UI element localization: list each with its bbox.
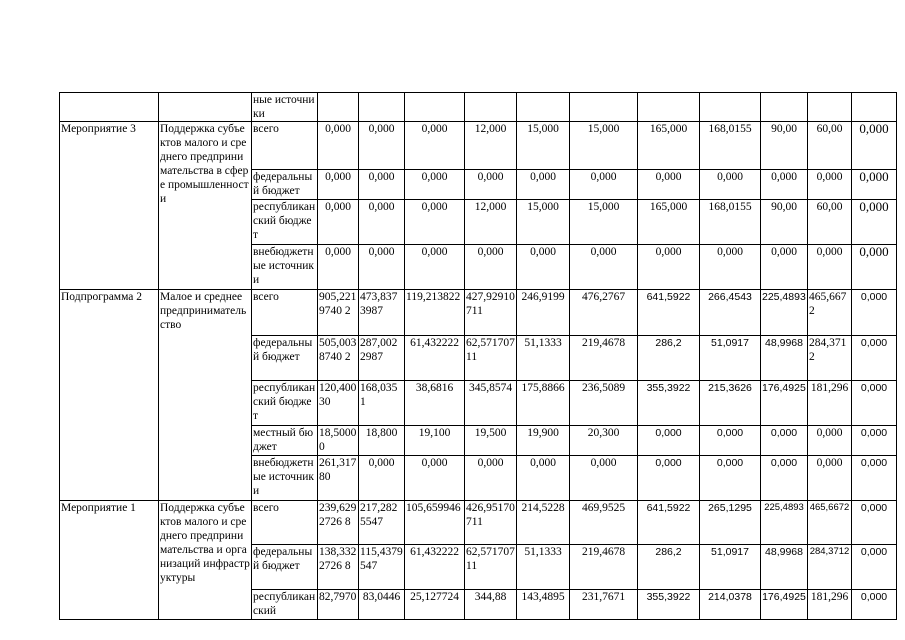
value-cell: 0,000 xyxy=(852,336,897,381)
value-cell: 246,9199 xyxy=(517,290,570,336)
source-cell: внебюджетные источники xyxy=(252,245,318,290)
value-cell: 0,000 xyxy=(517,170,570,200)
value-cell: 60,00 xyxy=(808,200,852,245)
value-cell xyxy=(405,93,465,122)
value-cell: 0,000 xyxy=(517,245,570,290)
value-cell xyxy=(517,93,570,122)
value-cell: 214,0378 xyxy=(700,590,761,620)
value-cell: 426,95170711 xyxy=(465,501,517,545)
source-cell: всего xyxy=(252,501,318,545)
value-cell: 0,000 xyxy=(700,456,761,501)
value-cell: 0,000 xyxy=(405,245,465,290)
value-cell: 38,6816 xyxy=(405,381,465,426)
value-cell: 0,000 xyxy=(700,170,761,200)
value-cell: 355,3922 xyxy=(638,381,700,426)
value-cell: 115,4379547 xyxy=(359,545,405,590)
value-cell: 0,000 xyxy=(852,200,897,245)
value-cell: 181,296 xyxy=(808,381,852,426)
value-cell: 0,000 xyxy=(465,456,517,501)
table-row xyxy=(60,93,897,122)
value-cell: 15,000 xyxy=(517,122,570,170)
value-cell: 51,0917 xyxy=(700,336,761,381)
source-cell: внебюджетные источники xyxy=(252,456,318,501)
value-cell: 469,9525 xyxy=(570,501,638,545)
value-cell: 0,000 xyxy=(465,245,517,290)
value-cell: 287,0022987 xyxy=(359,336,405,381)
value-cell: 261,31780 xyxy=(318,456,359,501)
value-cell: 239,6292726 8 xyxy=(318,501,359,545)
value-cell xyxy=(359,93,405,122)
value-cell: 168,0155 xyxy=(700,122,761,170)
value-cell: 175,8866 xyxy=(517,381,570,426)
value-cell: 0,000 xyxy=(852,381,897,426)
value-cell: 641,5922 xyxy=(638,290,700,336)
source-cell: всего xyxy=(252,290,318,336)
value-cell: 119,213822 xyxy=(405,290,465,336)
value-cell: 15,000 xyxy=(517,200,570,245)
value-cell: 165,000 xyxy=(638,122,700,170)
source-cell: республиканский бюджет xyxy=(252,200,318,245)
level-cell: Мероприятие 1 xyxy=(60,501,159,620)
value-cell: 0,000 xyxy=(808,245,852,290)
value-cell: 286,2 xyxy=(638,336,700,381)
value-cell: 51,1333 xyxy=(517,336,570,381)
value-cell: 18,800 xyxy=(359,426,405,456)
value-cell: 61,432222 xyxy=(405,336,465,381)
source-cell: республиканский бюджет xyxy=(252,381,318,426)
value-cell: 0,000 xyxy=(852,590,897,620)
value-cell: 0,000 xyxy=(852,456,897,501)
level-cell: Подпрограмма 2 xyxy=(60,290,159,501)
value-cell: 0,000 xyxy=(852,426,897,456)
source-cell: ные источники xyxy=(252,93,318,122)
value-cell: 51,0917 xyxy=(700,545,761,590)
value-cell: 284,3712 xyxy=(808,545,852,590)
value-cell: 0,000 xyxy=(638,170,700,200)
value-cell: 165,000 xyxy=(638,200,700,245)
level-cell xyxy=(60,93,159,122)
value-cell xyxy=(808,93,852,122)
source-cell: федеральный бюджет xyxy=(252,170,318,200)
source-cell: федеральный бюджет xyxy=(252,545,318,590)
value-cell: 0,000 xyxy=(808,456,852,501)
value-cell: 505,0038740 2 xyxy=(318,336,359,381)
value-cell: 90,00 xyxy=(761,122,808,170)
value-cell: 0,000 xyxy=(405,122,465,170)
value-cell: 0,000 xyxy=(359,245,405,290)
value-cell: 265,1295 xyxy=(700,501,761,545)
value-cell: 0,000 xyxy=(359,200,405,245)
name-cell: Поддержка субъектов малого и среднего предпринимательства и организаций инфраструктуры xyxy=(159,501,252,620)
value-cell: 473,8373987 xyxy=(359,290,405,336)
value-cell: 0,000 xyxy=(808,426,852,456)
value-cell: 0,000 xyxy=(761,245,808,290)
name-cell xyxy=(159,93,252,122)
source-cell: всего xyxy=(252,122,318,170)
value-cell: 168,0155 xyxy=(700,200,761,245)
value-cell: 345,8574 xyxy=(465,381,517,426)
budget-table xyxy=(59,92,897,620)
value-cell: 0,000 xyxy=(318,170,359,200)
value-cell: 0,000 xyxy=(852,245,897,290)
value-cell: 15,000 xyxy=(570,200,638,245)
value-cell: 0,000 xyxy=(761,170,808,200)
value-cell: 61,432222 xyxy=(405,545,465,590)
value-cell: 0,000 xyxy=(852,170,897,200)
value-cell: 0,000 xyxy=(700,426,761,456)
name-cell: Малое и среднее предпринимательство xyxy=(159,290,252,501)
value-cell: 0,000 xyxy=(318,245,359,290)
table-row xyxy=(60,501,897,545)
value-cell: 427,92910711 xyxy=(465,290,517,336)
value-cell: 19,100 xyxy=(405,426,465,456)
value-cell: 219,4678 xyxy=(570,545,638,590)
value-cell: 641,5922 xyxy=(638,501,700,545)
value-cell: 217,2825547 xyxy=(359,501,405,545)
value-cell: 0,000 xyxy=(761,426,808,456)
value-cell: 176,4925 xyxy=(761,381,808,426)
value-cell: 48,9968 xyxy=(761,336,808,381)
value-cell: 176,4925 xyxy=(761,590,808,620)
value-cell: 266,4543 xyxy=(700,290,761,336)
value-cell: 19,500 xyxy=(465,426,517,456)
value-cell: 0,000 xyxy=(359,122,405,170)
value-cell: 0,000 xyxy=(359,170,405,200)
value-cell: 0,000 xyxy=(852,290,897,336)
value-cell: 344,88 xyxy=(465,590,517,620)
value-cell xyxy=(761,93,808,122)
value-cell: 905,2219740 2 xyxy=(318,290,359,336)
value-cell: 20,300 xyxy=(570,426,638,456)
value-cell: 465,6672 xyxy=(808,290,852,336)
value-cell: 0,000 xyxy=(638,426,700,456)
source-cell: местный бюджет xyxy=(252,426,318,456)
value-cell: 48,9968 xyxy=(761,545,808,590)
value-cell: 181,296 xyxy=(808,590,852,620)
value-cell xyxy=(700,93,761,122)
value-cell: 0,000 xyxy=(700,245,761,290)
value-cell: 225,4893 xyxy=(761,290,808,336)
value-cell: 465,6672 xyxy=(808,501,852,545)
table-row xyxy=(60,122,897,170)
value-cell: 0,000 xyxy=(318,200,359,245)
value-cell: 225,4893 xyxy=(761,501,808,545)
value-cell: 0,000 xyxy=(570,170,638,200)
value-cell: 0,000 xyxy=(570,456,638,501)
value-cell: 476,2767 xyxy=(570,290,638,336)
value-cell xyxy=(852,93,897,122)
table-row xyxy=(60,290,897,336)
value-cell: 83,0446 xyxy=(359,590,405,620)
value-cell: 15,000 xyxy=(570,122,638,170)
value-cell: 60,00 xyxy=(808,122,852,170)
value-cell: 51,1333 xyxy=(517,545,570,590)
value-cell: 0,000 xyxy=(638,245,700,290)
value-cell: 168,0351 xyxy=(359,381,405,426)
value-cell: 215,3626 xyxy=(700,381,761,426)
value-cell: 82,7970 xyxy=(318,590,359,620)
value-cell: 0,000 xyxy=(638,456,700,501)
value-cell: 138,3322726 8 xyxy=(318,545,359,590)
value-cell: 0,000 xyxy=(405,200,465,245)
value-cell: 18,50000 xyxy=(318,426,359,456)
value-cell: 90,00 xyxy=(761,200,808,245)
value-cell: 25,127724 xyxy=(405,590,465,620)
value-cell: 12,000 xyxy=(465,200,517,245)
value-cell: 0,000 xyxy=(808,170,852,200)
name-cell: Поддержка субъектов малого и среднего предпринимательства в сфере промышленности xyxy=(159,122,252,290)
value-cell: 0,000 xyxy=(405,170,465,200)
value-cell: 0,000 xyxy=(852,545,897,590)
level-cell: Мероприятие 3 xyxy=(60,122,159,290)
value-cell: 355,3922 xyxy=(638,590,700,620)
source-cell: федеральный бюджет xyxy=(252,336,318,381)
value-cell: 0,000 xyxy=(405,456,465,501)
value-cell: 62,57170711 xyxy=(465,545,517,590)
value-cell: 236,5089 xyxy=(570,381,638,426)
value-cell: 0,000 xyxy=(570,245,638,290)
value-cell: 120,40030 xyxy=(318,381,359,426)
source-cell: республиканский xyxy=(252,590,318,620)
value-cell xyxy=(638,93,700,122)
value-cell: 0,000 xyxy=(359,456,405,501)
value-cell: 19,900 xyxy=(517,426,570,456)
value-cell: 286,2 xyxy=(638,545,700,590)
value-cell: 62,57170711 xyxy=(465,336,517,381)
value-cell xyxy=(318,93,359,122)
value-cell xyxy=(570,93,638,122)
value-cell: 231,7671 xyxy=(570,590,638,620)
value-cell: 0,000 xyxy=(465,170,517,200)
value-cell: 0,000 xyxy=(517,456,570,501)
value-cell: 0,000 xyxy=(761,456,808,501)
value-cell: 284,3712 xyxy=(808,336,852,381)
value-cell: 214,5228 xyxy=(517,501,570,545)
value-cell xyxy=(465,93,517,122)
value-cell: 219,4678 xyxy=(570,336,638,381)
value-cell: 105,659946 xyxy=(405,501,465,545)
value-cell: 143,4895 xyxy=(517,590,570,620)
value-cell: 0,000 xyxy=(318,122,359,170)
value-cell: 0,000 xyxy=(852,122,897,170)
value-cell: 12,000 xyxy=(465,122,517,170)
value-cell: 0,000 xyxy=(852,501,897,545)
